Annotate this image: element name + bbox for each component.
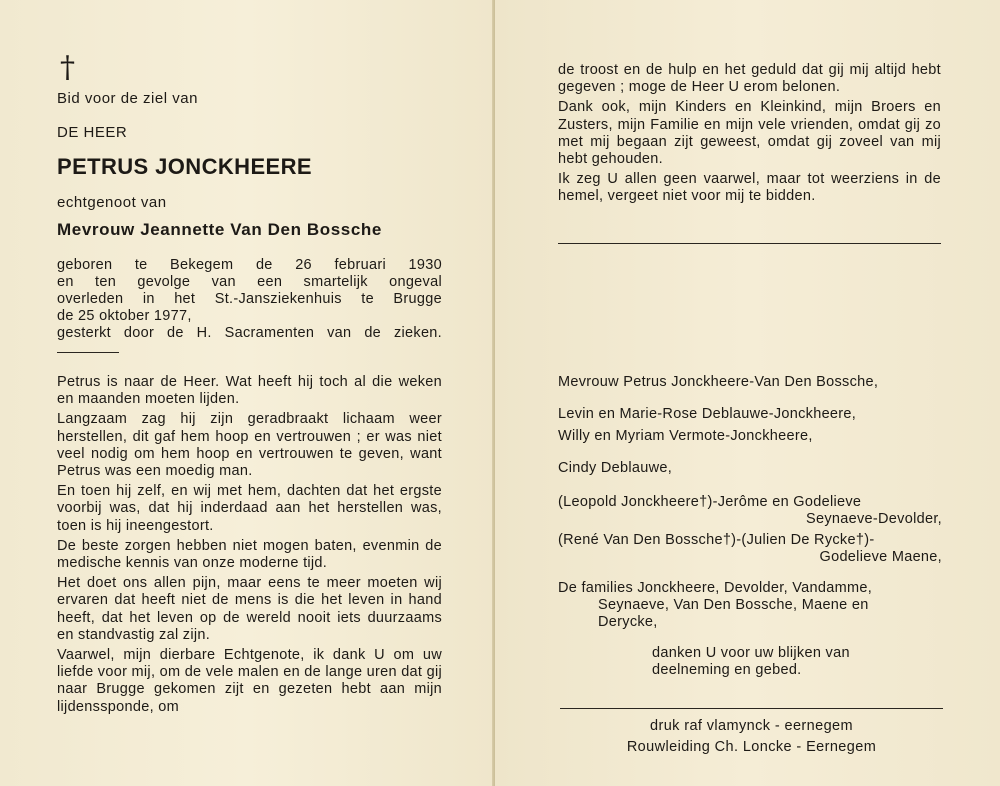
deceased-name: PETRUS JONCKHEERE	[57, 154, 312, 179]
printer-credit: druk raf vlamynck - eernegem	[650, 718, 853, 734]
family-line: Willy en Myriam Vermote-Jonckheere,	[558, 428, 813, 444]
bio-line: gesterkt door de H. Sacramenten van de zieken.	[57, 325, 442, 341]
text-paragraph: Petrus is naar de Heer. Wat heeft hij toch al die weken en maanden moeten lijden.	[57, 374, 442, 408]
family-line: (Leopold Jonckheere†)-Jerôme en Godelieve	[558, 494, 862, 510]
family-line: Seynaeve-Devolder,	[806, 511, 942, 527]
funeral-director-credit: Rouwleiding Ch. Loncke - Eernegem	[626, 739, 877, 755]
text-paragraph: Vaarwel, mijn dierbare Echtgenote, ik dank U om uw liefde voor mij, om de vele malen en de lange uren dat gij naar Brugge gekomen zijt en gezeten hebt aan mijn lijdenssponde, om	[57, 647, 442, 715]
family-line: Cindy Deblauwe,	[558, 460, 673, 476]
family-line: Levin en Marie-Rose Deblauwe-Jonckheere,	[558, 406, 857, 422]
text-paragraph: Het doet ons allen pijn, maar eens te meer moeten wij ervaren dat heeft niet de mens is die het leven in hand heeft, dat het leven op de wereld nooit iets duurzaams en standvastig zal zijn.	[57, 575, 442, 643]
divider	[560, 708, 943, 709]
text-paragraph: Langzaam zag hij zijn geradbraakt lichaam weer herstellen, dit gaf hem hoop en vertrouwen ; er was niet veel nodig om hem hoop en vertrouwen te geven, want Petrus was een moedig man.	[57, 411, 442, 480]
family-line: Seynaeve, Van Den Bossche, Maene en	[598, 597, 869, 613]
cross-icon: †	[60, 50, 75, 85]
bio-line: overleden in het St.-Jansziekenhuis te Brugge	[57, 291, 442, 307]
text-paragraph: Dank ook, mijn Kinders en Kleinkind, mijn Broers en Zusters, mijn Familie en mijn vele vrienden, omdat gij zo met mij begaan zijt geweest, omdat gij zoveel van mij hebt gehouden.	[558, 99, 941, 168]
thanks-line: deelneming en gebed.	[652, 662, 802, 678]
text-paragraph: Ik zeg U allen geen vaarwel, maar tot weerziens in de hemel, vergeet niet voor mij te bidden.	[558, 171, 941, 205]
divider	[558, 243, 941, 244]
family-line: Godelieve Maene,	[819, 549, 942, 565]
text-column-left	[57, 374, 442, 719]
family-line: (René Van Den Bossche†)-(Julien De Rycke†)-	[558, 532, 875, 548]
left-page	[0, 0, 495, 786]
text-column-right	[558, 62, 941, 209]
text-paragraph: En toen hij zelf, en wij met hem, dachten dat het ergste voorbij was, dat hij inderdaad aan het herstellen was, toen is hij ineengestort.	[57, 483, 442, 534]
family-line: Derycke,	[598, 614, 658, 630]
honorific: DE HEER	[57, 124, 128, 141]
bio-line: geboren te Bekegem de 26 februari 1930	[57, 257, 442, 273]
thanks-line: danken U voor uw blijken van	[652, 645, 850, 661]
spouse-name: Mevrouw Jeannette Van Den Bossche	[57, 220, 382, 239]
spouse-label: echtgenoot van	[57, 194, 167, 211]
family-line: Mevrouw Petrus Jonckheere-Van Den Bossche,	[558, 374, 879, 390]
divider	[57, 352, 119, 353]
bio-line: en ten gevolge van een smartelijk ongeval	[57, 274, 442, 290]
intro-line: Bid voor de ziel van	[57, 90, 198, 107]
text-paragraph: De beste zorgen hebben niet mogen baten, evenmin de medische kennis van onze moderne tijd.	[57, 537, 442, 572]
family-line: De families Jonckheere, Devolder, Vandamme,	[558, 580, 873, 596]
biography	[57, 257, 442, 342]
text-paragraph: de troost en de hulp en het geduld dat gij mij altijd hebt gegeven ; moge de Heer U erom belonen.	[558, 62, 941, 96]
bio-line: de 25 oktober 1977,	[57, 308, 192, 324]
